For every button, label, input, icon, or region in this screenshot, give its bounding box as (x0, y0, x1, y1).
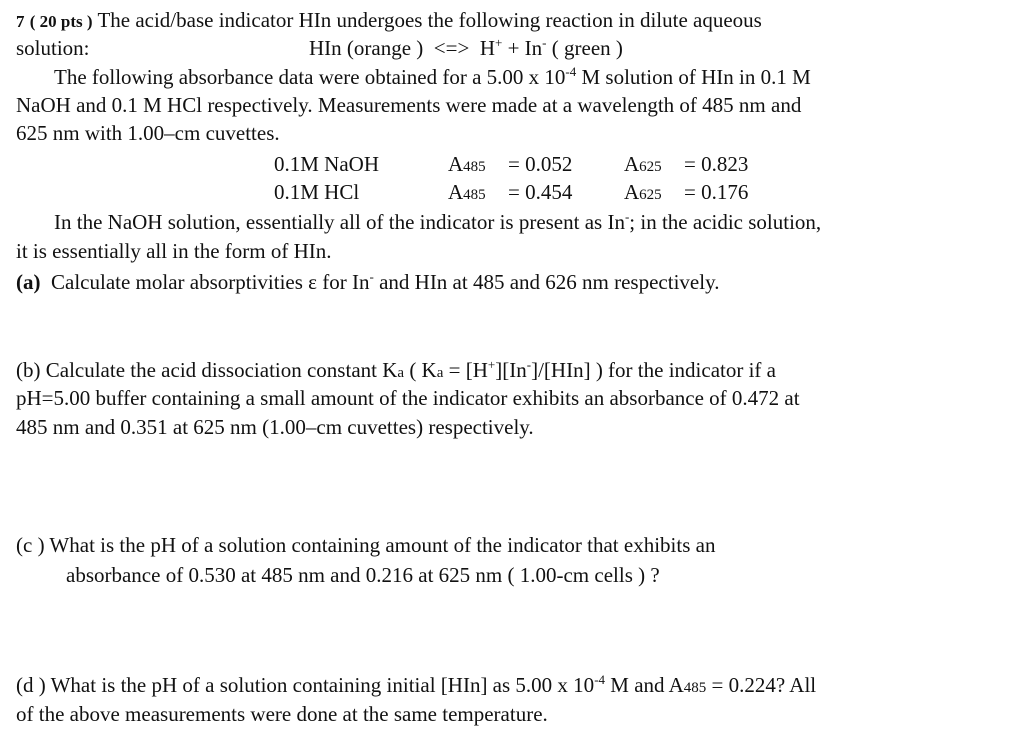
part-c-line2: absorbance of 0.530 at 485 nm and 0.216 at 625 nm ( 1.00-cm cells ) ? (66, 563, 660, 587)
part-b-text: ]/[HIn] ) for the indicator if a (531, 358, 776, 382)
part-a (16, 268, 719, 296)
anion-charge: - (369, 269, 374, 284)
part-d-line1 (16, 671, 816, 702)
row-a485 (448, 178, 486, 209)
part-b-line3: 485 nm and 0.351 at 625 nm (1.00–cm cuvettes) respectively. (16, 415, 534, 439)
para1-line1-text: The following absorbance data were obtained for a 5.00 x 10 (54, 65, 566, 89)
wavelength-sub: 485 (683, 680, 707, 696)
proton-charge: + (487, 357, 496, 372)
part-d-line2: of the above measurements were done at the same temperature. (16, 702, 548, 726)
proton-charge: + (494, 35, 503, 50)
part-c-line1: (c ) What is the pH of a solution containing amount of the indicator that exhibits an (16, 533, 716, 557)
part-b-line1 (16, 356, 776, 387)
row-a625-value: = 0.176 (684, 180, 749, 204)
ka-sub: a (397, 365, 405, 381)
wavelength-sub: 485 (463, 187, 486, 203)
para2-line1-tail: ; in the acidic solution, (629, 210, 822, 234)
a-label: A (624, 152, 640, 176)
reaction-plus: + (507, 36, 520, 60)
intro-text: The acid/base indicator HIn undergoes the following reaction in dilute aqueous (97, 8, 762, 32)
intro-continuation: solution: (16, 36, 90, 60)
question-header (16, 6, 762, 36)
para2-line2: it is essentially all in the form of HIn. (16, 239, 332, 263)
a-label: A (448, 152, 464, 176)
reaction-equation (309, 34, 623, 62)
row-a625 (624, 178, 662, 209)
row-a625 (624, 150, 662, 181)
part-b-text: ][In (495, 358, 527, 382)
anion-charge: - (624, 209, 630, 224)
row-a485-value: = 0.052 (508, 152, 573, 176)
reaction-anion: In (524, 36, 543, 60)
question-number: 7 (16, 12, 25, 31)
para1-line1-tail: M solution of HIn in 0.1 M (581, 65, 811, 89)
wavelength-sub: 625 (639, 159, 662, 175)
anion-charge: - (526, 357, 532, 372)
para2-line1-text: In the NaOH solution, essentially all of the indicator is present as In (54, 210, 625, 234)
para2-line1 (54, 208, 821, 236)
reaction-reactant: HIn (orange ) (309, 36, 424, 60)
row-a485-value: = 0.454 (508, 180, 573, 204)
concentration-exponent: -4 (594, 672, 606, 687)
reaction-proton: H (479, 36, 495, 60)
part-d-text: (d ) What is the pH of a solution containing initial [HIn] as 5.00 x 10 (16, 673, 595, 697)
row-a625-value: = 0.823 (684, 152, 749, 176)
question-points: ( 20 pts ) (29, 12, 93, 31)
part-b-text: = [H (443, 358, 488, 382)
para1-line2: NaOH and 0.1 M HCl respectively. Measurements were made at a wavelength of 485 nm and (16, 93, 802, 117)
anion-charge: - (542, 35, 547, 50)
wavelength-sub: 625 (639, 187, 662, 203)
part-d-text: M and A (610, 673, 684, 697)
part-b-text: ( K (404, 358, 437, 382)
part-d-tail: = 0.224? All (706, 673, 817, 697)
para1-line1 (54, 63, 811, 91)
row-solution: 0.1M NaOH (274, 152, 379, 176)
reaction-product-color: ( green ) (551, 36, 623, 60)
part-a-tail: and HIn at 485 and 626 nm respectively. (373, 270, 720, 294)
wavelength-sub: 485 (463, 159, 486, 175)
row-a485 (448, 150, 486, 181)
para1-line3: 625 nm with 1.00–cm cuvettes. (16, 121, 280, 145)
part-b-text: (b) Calculate the acid dissociation constant K (16, 358, 398, 382)
part-a-text: Calculate molar absorptivities ε for In (51, 270, 370, 294)
reaction-arrow: <=> (433, 36, 470, 60)
row-solution: 0.1M HCl (274, 180, 360, 204)
concentration-exponent: -4 (565, 64, 577, 79)
ka-sub: a (436, 365, 444, 381)
a-label: A (624, 180, 640, 204)
part-b-line2: pH=5.00 buffer containing a small amount of the indicator exhibits an absorbance of 0.472 at (16, 386, 800, 410)
part-a-label: (a) (16, 270, 41, 294)
a-label: A (448, 180, 464, 204)
